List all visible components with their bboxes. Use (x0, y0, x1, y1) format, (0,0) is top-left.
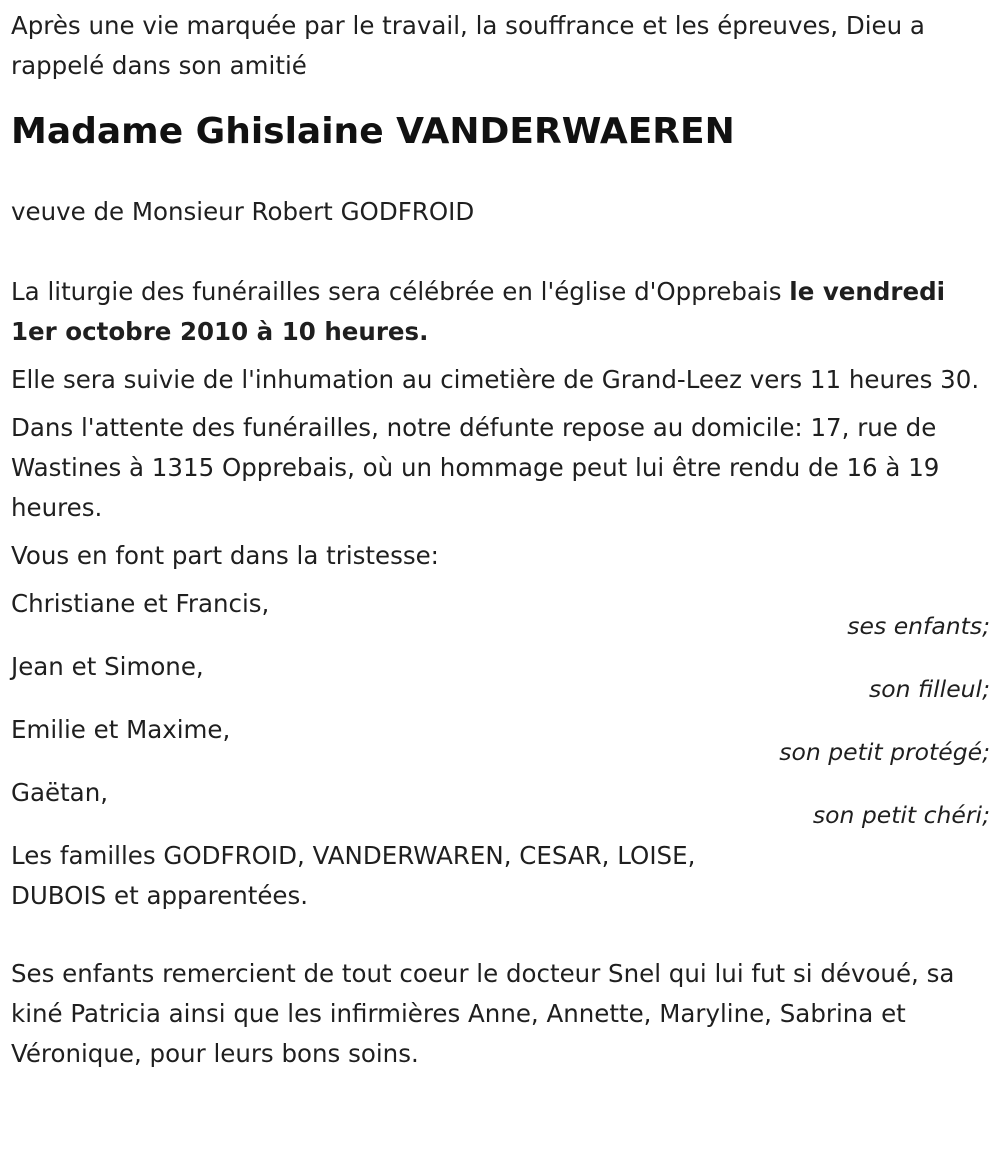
families-line-1: Les familles GODFROID, VANDERWAREN, CESAR, LOISE, (11, 841, 696, 870)
mourner-item (11, 773, 990, 836)
mourner-item (11, 710, 990, 773)
liturgy-date: le vendredi 1er octobre 2010 à 10 heures. (11, 277, 946, 346)
announcement-text: Vous en font part dans la tristesse: (11, 541, 439, 570)
mourner-relation: son petit chéri; (812, 801, 990, 829)
families-line-2: DUBOIS et apparentées. (11, 881, 309, 910)
widow-of-text: veuve de Monsieur Robert GODFROID (11, 197, 475, 226)
burial-text: Elle sera suivie de l'inhumation au cimetière de Grand-Leez vers 11 heures 30. (11, 365, 980, 394)
mourner-relation: son filleul; (868, 675, 990, 703)
mourner-item (11, 584, 990, 647)
mourner-name: Emilie et Maxime, (11, 715, 231, 744)
mourner-relation: son petit protégé; (779, 738, 990, 766)
mourner-relation: ses enfants; (847, 612, 990, 640)
mourner-name: Gaëtan, (11, 778, 109, 807)
viewing-text: Dans l'attente des funérailles, notre défunte repose au domicile: 17, rue de Wastines à 1315 Opprebais, où un hommage peut lui être rendu de 16 à 19 heures. (11, 413, 940, 522)
mourner-name: Christiane et Francis, (11, 589, 270, 618)
mourner-name: Jean et Simone, (11, 652, 204, 681)
deceased-name: Madame Ghislaine VANDERWAEREN (11, 111, 735, 152)
intro-text: Après une vie marquée par le travail, la souffrance et les épreuves, Dieu a rappelé dans son amitié (11, 11, 925, 80)
liturgy-paragraph (11, 272, 990, 352)
thanks-text: Ses enfants remercient de tout coeur le docteur Snel qui lui fut si dévoué, sa kiné Patricia ainsi que les infirmières Anne, Annette, Maryline, Sabrina et Véronique, pour leurs bons soins. (11, 959, 955, 1068)
mourner-item (11, 647, 990, 710)
mourners-list (11, 584, 990, 836)
liturgy-text: La liturgie des funérailles sera célébrée en l'église d'Opprebais (11, 277, 790, 306)
